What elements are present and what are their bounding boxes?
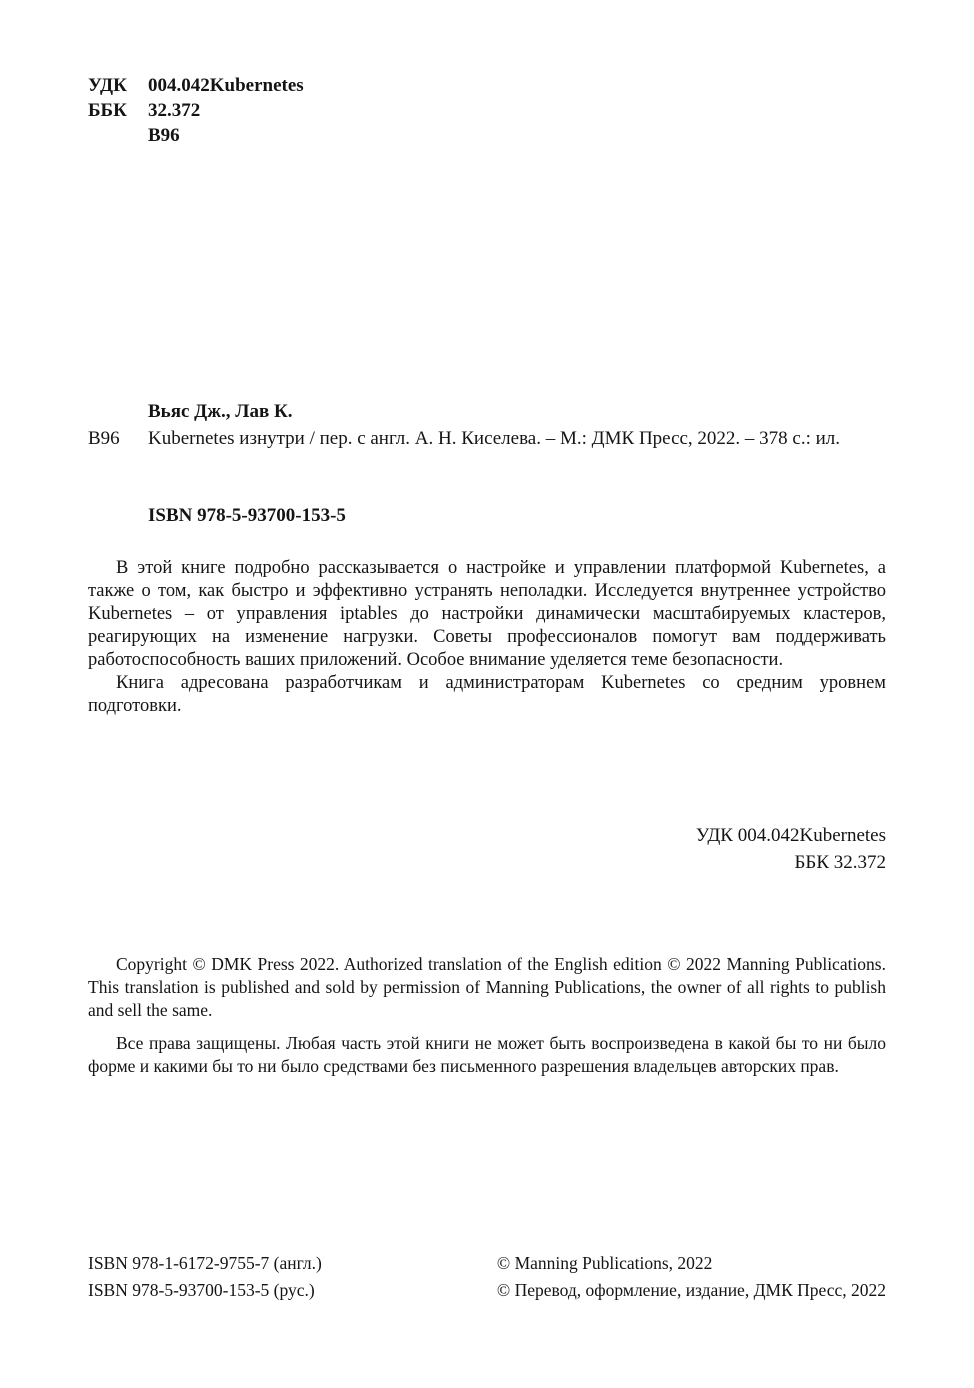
- annotation-paragraph-1: В этой книге подробно рассказывается о настройке и управлении платформой Kubernetes, а также о том, как быстро и эффективно устранять неполадки. Исследуется внутреннее устройство Kubernetes – от управления iptables до настройки динамически масштабируемых кластеров, реагирующих на изменение нагрузки. Советы профессионалов помогут вам поддерживать работоспособность ваших приложений. Особое внимание уделяется теме безопасности.: [88, 558, 886, 670]
- authors-line: Вьяс Дж., Лав К.: [148, 401, 293, 422]
- catalog-entry: [88, 425, 886, 452]
- bbk-right: ББК 32.372: [794, 852, 886, 873]
- footer-copyright-column: [497, 1250, 886, 1304]
- udk-label: УДК: [88, 75, 127, 96]
- catalog-description: Kubernetes изнутри / пер. с англ. А. Н. Киселева. – М.: ДМК Пресс, 2022. – 378 с.: ил.: [148, 428, 841, 449]
- copyright-russian: Все права защищены. Любая часть этой книги не может быть воспроизведена в какой бы то ни было форме и какими бы то ни было средствами без письменного разрешения владельцев авторских прав.: [88, 1033, 886, 1076]
- udk-row: [88, 73, 886, 98]
- bbk-value: 32.372: [148, 100, 201, 121]
- classification-codes-right: [88, 822, 886, 876]
- copyright-dmk: © Перевод, оформление, издание, ДМК Пресс, 2022: [496, 1280, 886, 1300]
- copyright-manning: © Manning Publications, 2022: [496, 1253, 713, 1273]
- imprint-footer: [88, 1250, 886, 1304]
- classification-codes: [88, 73, 886, 148]
- catalog-code: В96: [88, 428, 120, 449]
- udk-right: УДК 004.042Kubernetes: [695, 825, 886, 846]
- footer-isbn-column: [88, 1250, 322, 1304]
- copyright-notices: [88, 953, 886, 1078]
- bibliographic-entry: [88, 398, 886, 452]
- annotation-paragraph-2: Книга адресована разработчикам и администраторам Kubernetes со средним уровнем подготовки.: [88, 673, 886, 716]
- author-sign: В96: [148, 125, 180, 146]
- author-sign-spacer: [88, 123, 148, 148]
- copyright-english: Copyright © DMK Press 2022. Authorized translation of the English edition © 2022 Manning Publications. This translation is published and sold by permission of Manning Publications, the owner of all rights to publish and sell the same.: [88, 954, 886, 1020]
- bbk-row: [88, 98, 886, 123]
- bbk-label: ББК: [88, 100, 127, 121]
- isbn-russian: ISBN 978-5-93700-153-5 (рус.): [88, 1280, 315, 1300]
- isbn-heading: ISBN 978-5-93700-153-5: [148, 505, 346, 526]
- annotation: [88, 557, 886, 718]
- udk-value: 004.042Kubernetes: [148, 75, 304, 96]
- author-sign-row: [88, 123, 886, 148]
- isbn-english: ISBN 978-1-6172-9755-7 (англ.): [88, 1253, 322, 1273]
